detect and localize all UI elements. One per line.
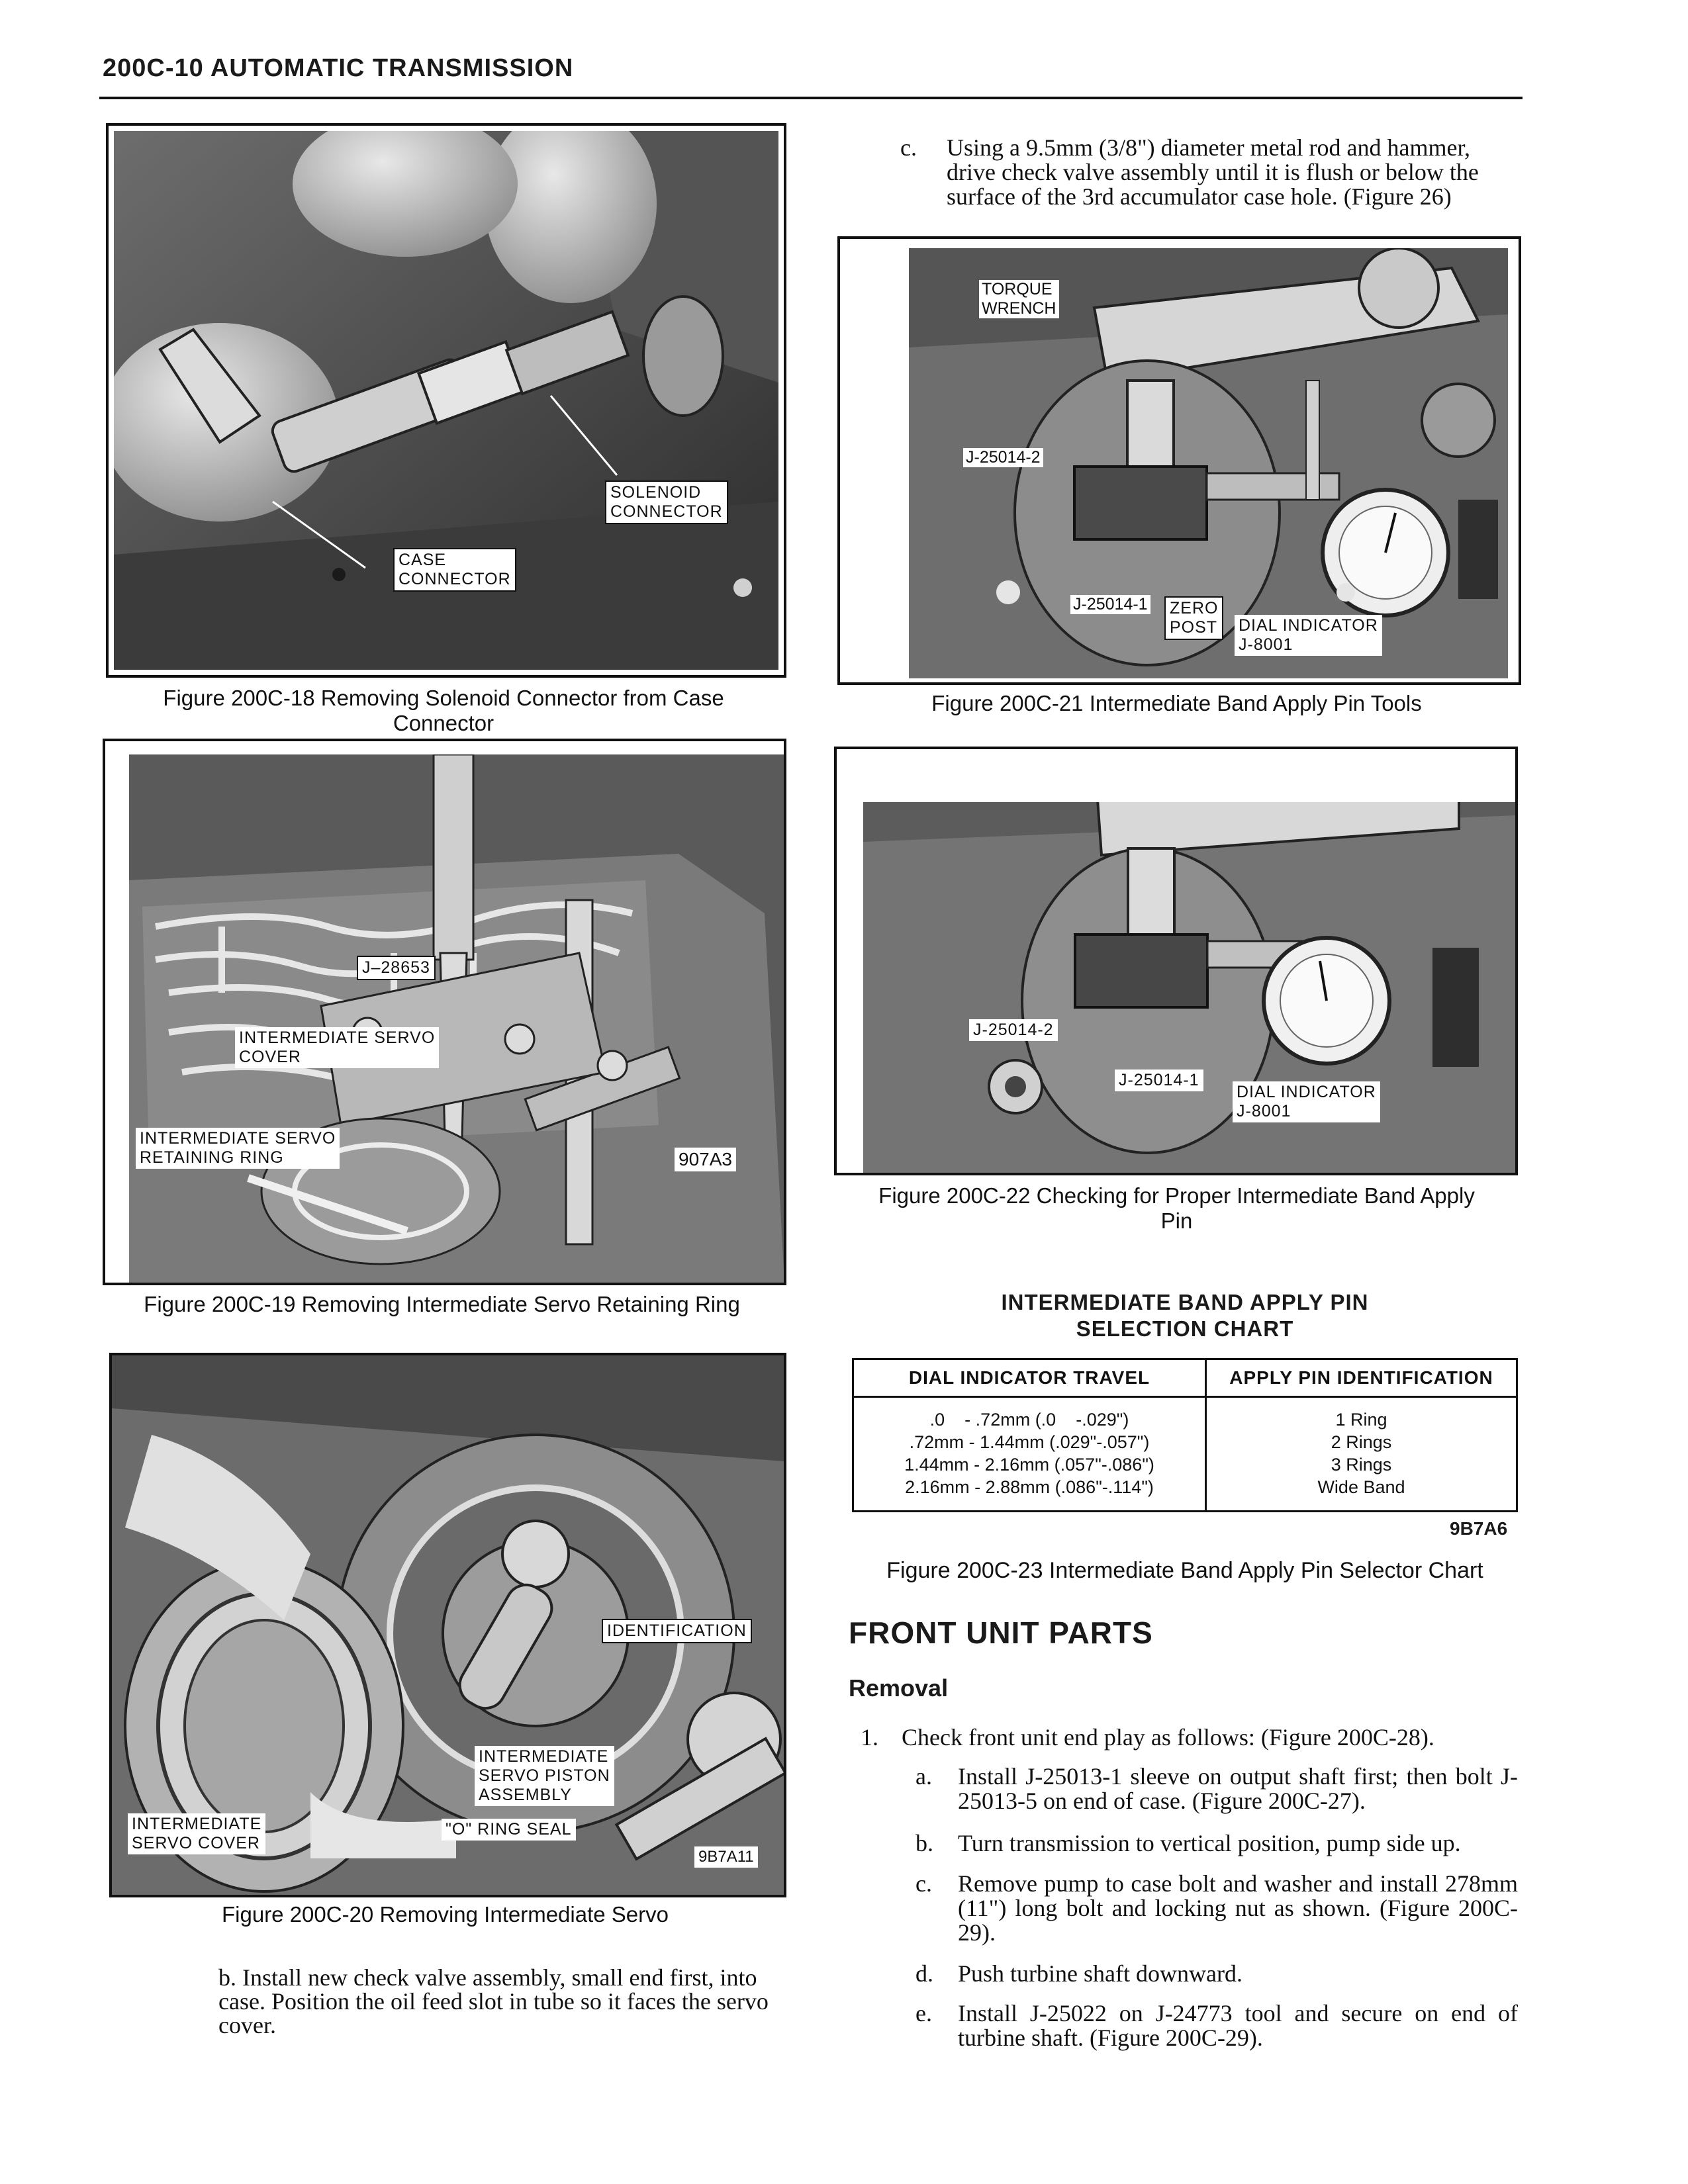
label-intermediate-servo-cover xyxy=(235,1027,439,1068)
label-j25014-1: J-25014-1 xyxy=(1115,1069,1203,1091)
chart-header-row xyxy=(853,1359,1517,1397)
substep-a-text: Install J-25013-1 sleeve on output shaft first; then bolt J-25013-5 on end of case. (Figure 200C-27). xyxy=(958,1763,1518,1814)
substep-c-marker: c. xyxy=(915,1870,932,1897)
figure-22-scene xyxy=(863,802,1515,1173)
label-wrench-line1: TORQUE xyxy=(982,280,1053,298)
figure-22-photo xyxy=(834,747,1518,1175)
figure-20-code: 9B7A11 xyxy=(694,1846,758,1868)
substep-b-text: Turn transmission to vertical position, pump side up. xyxy=(958,1830,1461,1856)
label-dial-line2: J-8001 xyxy=(1239,635,1293,654)
label-solenoid-line1: SOLENOID xyxy=(610,483,702,502)
label-dial-indicator xyxy=(1233,1081,1380,1122)
figure-19-code: 907A3 xyxy=(675,1148,736,1171)
label-zero-line2: POST xyxy=(1170,618,1218,637)
label-zero-line1: ZERO xyxy=(1170,599,1219,617)
label-case-connector xyxy=(393,548,516,592)
label-servo-cover-line2: COVER xyxy=(239,1048,301,1066)
label-intermediate-servo-piston-assembly xyxy=(475,1746,614,1806)
chart-travel-4: 2.16mm - 2.88mm (.086"-.114") xyxy=(905,1477,1154,1497)
label-j25014-2: J-25014-2 xyxy=(969,1019,1058,1041)
label-servo-cover-line1: INTERMEDIATE xyxy=(132,1815,262,1833)
figure-22-caption-line1: Figure 200C-22 Checking for Proper Intermediate Band Apply xyxy=(878,1183,1475,1208)
label-intermediate-servo-retaining-ring xyxy=(136,1128,340,1169)
intro-step-c-marker: c. xyxy=(900,134,917,161)
substep-e-text: Install J-25022 on J-24773 tool and secure on end of turbine shaft. (Figure 200C-29). xyxy=(958,2000,1518,2051)
substep-a-marker: a. xyxy=(915,1763,932,1790)
label-j25014-2: J-25014-2 xyxy=(963,448,1043,467)
chart-title-line2: SELECTION CHART xyxy=(1076,1316,1294,1341)
figure-20-caption: Figure 200C-20 Removing Intermediate Servo xyxy=(221,1902,669,1927)
label-dial-indicator xyxy=(1235,615,1382,656)
substep-c-text: Remove pump to case bolt and washer and install 278mm (11") long bolt and locking nut as shown. (Figure 200C-29). xyxy=(958,1870,1518,1946)
chart-pin-1: 1 Ring xyxy=(1335,1410,1387,1430)
label-solenoid-line2: CONNECTOR xyxy=(610,502,723,521)
figure-22-caption xyxy=(837,1183,1516,1234)
intro-step-c-text: Using a 9.5mm (3/8") diameter metal rod and hammer, drive check valve assembly until it is flush or below the surface of the 3rd accumulator case hole. (Figure 26) xyxy=(947,134,1479,210)
figure-18-photo xyxy=(106,123,786,678)
substep-d-marker: d. xyxy=(915,1960,933,1987)
chart-pin-4: Wide Band xyxy=(1317,1477,1405,1497)
chart-col-dial-travel: DIAL INDICATOR TRAVEL xyxy=(853,1359,1206,1397)
label-ring-line1: INTERMEDIATE SERVO xyxy=(140,1129,336,1148)
label-piston-line3: ASSEMBLY xyxy=(479,1786,572,1804)
label-ring-line2: RETAINING RING xyxy=(140,1148,284,1167)
chart-code: 9B7A6 xyxy=(1450,1518,1508,1539)
step-1-marker: 1. xyxy=(861,1724,878,1751)
figure-18-caption-line1: Figure 200C-18 Removing Solenoid Connector from Case xyxy=(163,686,724,710)
label-torque-wrench xyxy=(979,280,1059,318)
figure-18-caption-line2: Connector xyxy=(393,711,494,735)
figure-21-photo xyxy=(837,236,1521,685)
section-heading: FRONT UNIT PARTS xyxy=(849,1615,1153,1650)
chart-pin-3: 3 Rings xyxy=(1331,1455,1392,1475)
chart-pin-cell xyxy=(1206,1397,1517,1512)
label-zero-post xyxy=(1164,596,1223,640)
label-intermediate-servo-cover xyxy=(128,1813,265,1854)
label-piston-line1: INTERMEDIATE xyxy=(479,1747,609,1766)
substep-e-marker: e. xyxy=(915,2000,932,2026)
left-step-b-text: b. Install new check valve assembly, small end first, into case. Position the oil feed slot in tube so it faces the servo cover. xyxy=(218,1964,769,2038)
label-case-line2: CONNECTOR xyxy=(399,570,511,588)
label-o-ring-seal: "O" RING SEAL xyxy=(442,1819,576,1841)
figure-19-photo xyxy=(103,739,786,1285)
label-dial-line2: J-8001 xyxy=(1237,1102,1291,1120)
label-dial-line1: DIAL INDICATOR xyxy=(1239,616,1378,635)
chart-travel-1: .0 - .72mm (.0 -.029") xyxy=(929,1410,1129,1430)
figure-20-photo xyxy=(109,1353,786,1897)
label-dial-line1: DIAL INDICATOR xyxy=(1237,1083,1376,1101)
label-j25014-1: J-25014-1 xyxy=(1070,595,1150,614)
figure-21-caption: Figure 200C-21 Intermediate Band Apply Pin Tools xyxy=(931,691,1422,715)
chart-pin-2: 2 Rings xyxy=(1331,1432,1392,1452)
chart-title xyxy=(854,1289,1516,1342)
figure-22-caption-line2: Pin xyxy=(1160,1208,1193,1233)
label-case-line1: CASE xyxy=(399,551,447,569)
chart-col-pin-id: APPLY PIN IDENTIFICATION xyxy=(1206,1359,1517,1397)
figure-19-scene xyxy=(129,754,784,1283)
figure-18-caption xyxy=(106,686,781,736)
label-identification: IDENTIFICATION xyxy=(602,1619,752,1643)
chart-title-line1: INTERMEDIATE BAND APPLY PIN xyxy=(1001,1290,1369,1314)
figure-23-caption: Figure 200C-23 Intermediate Band Apply Pin Selector Chart xyxy=(886,1558,1483,1583)
label-servo-cover-line1: INTERMEDIATE SERVO xyxy=(239,1028,436,1047)
chart-travel-cell xyxy=(853,1397,1206,1512)
figure-19-caption: Figure 200C-19 Removing Intermediate Servo Retaining Ring xyxy=(144,1292,740,1316)
page-header-title: 200C-10 AUTOMATIC TRANSMISSION xyxy=(103,54,574,82)
substep-b-marker: b. xyxy=(915,1830,933,1856)
section-subheading: Removal xyxy=(849,1674,949,1702)
chart-body-row xyxy=(853,1397,1517,1512)
label-servo-cover-line2: SERVO COVER xyxy=(132,1834,260,1852)
label-piston-line2: SERVO PISTON xyxy=(479,1766,610,1785)
header-rule xyxy=(99,97,1523,99)
substep-d-text: Push turbine shaft downward. xyxy=(958,1960,1243,1987)
label-solenoid-connector xyxy=(605,480,728,524)
label-wrench-line2: WRENCH xyxy=(982,299,1056,318)
chart-travel-2: .72mm - 1.44mm (.029"-.057") xyxy=(909,1432,1150,1452)
step-1-text: Check front unit end play as follows: (Figure 200C-28). xyxy=(902,1724,1434,1751)
label-j28653: J–28653 xyxy=(357,956,436,980)
selection-chart-table xyxy=(852,1358,1518,1512)
chart-travel-3: 1.44mm - 2.16mm (.057"-.086") xyxy=(904,1455,1154,1475)
